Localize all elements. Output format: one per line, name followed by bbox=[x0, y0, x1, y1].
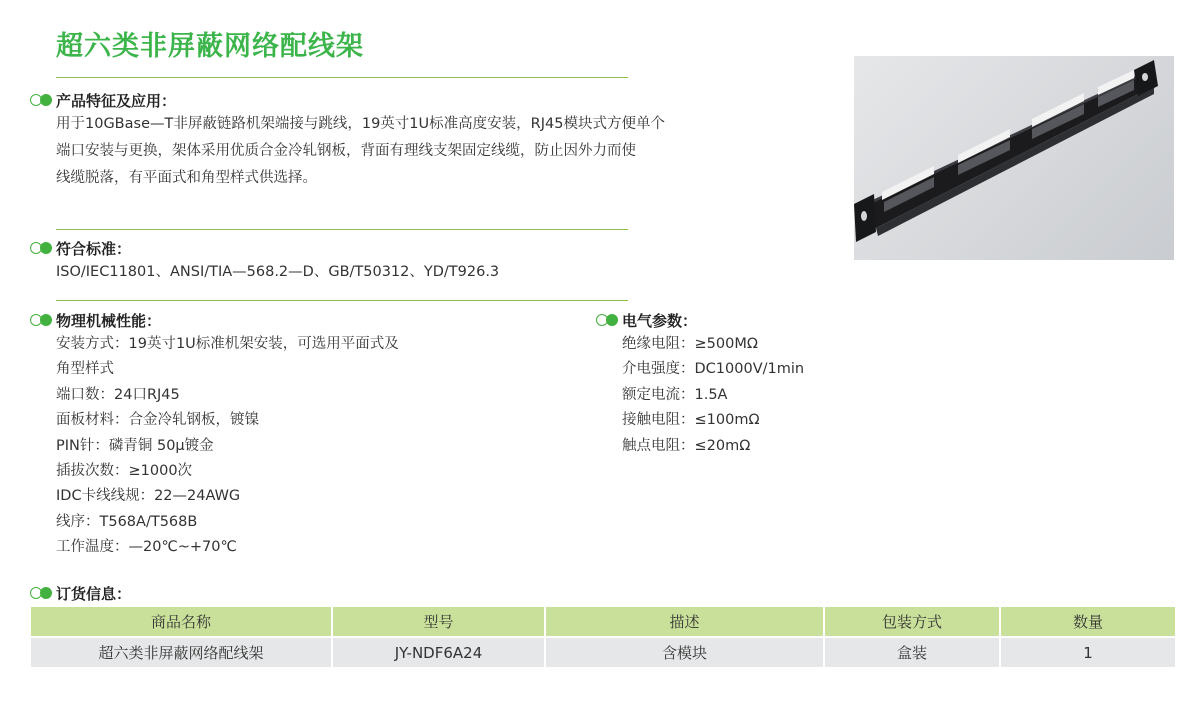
table-cell: 含模块 bbox=[545, 637, 824, 668]
column-header: 型号 bbox=[332, 606, 545, 637]
application-line: 用于10GBase—T非屏蔽链路机架端接与跳线，19英寸1U标准高度安装，RJ45模块式方便单个 bbox=[56, 116, 665, 132]
mechanical-line: 面板材料：合金冷轧钢板，镀镍 bbox=[56, 412, 259, 429]
table-cell: 盒装 bbox=[824, 637, 1000, 668]
mechanical-line: 插拔次数：≥1000次 bbox=[56, 462, 193, 479]
mechanical-line: PIN针：磷青铜 50μ镀金 bbox=[56, 437, 214, 454]
mechanical-line: 线序：T568A/T568B bbox=[56, 513, 198, 530]
table-header-row bbox=[30, 606, 1176, 637]
electrical-heading: 电气参数： bbox=[622, 312, 698, 330]
electrical-line: 触点电阻：≤20mΩ bbox=[622, 437, 751, 454]
mechanical-line: 工作温度：—20℃~+70℃ bbox=[56, 539, 237, 556]
column-header: 描述 bbox=[545, 606, 824, 637]
order-table bbox=[29, 605, 1177, 669]
page-title: 超六类非屏蔽网络配线架 bbox=[56, 31, 364, 62]
section-divider bbox=[56, 77, 628, 78]
bullet-icon bbox=[30, 94, 52, 106]
product-image bbox=[854, 56, 1174, 260]
bullet-icon bbox=[30, 314, 52, 326]
table-cell: 1 bbox=[1000, 637, 1176, 668]
mechanical-line: IDC卡线线规：22—24AWG bbox=[56, 488, 241, 505]
standards-heading: 符合标准： bbox=[56, 240, 132, 258]
section-divider bbox=[56, 229, 628, 230]
column-header: 数量 bbox=[1000, 606, 1176, 637]
electrical-specs bbox=[622, 332, 804, 459]
application-line: 线缆脱落，有平面式和角型样式供选择。 bbox=[56, 170, 317, 186]
section-divider bbox=[56, 300, 628, 301]
application-line: 端口安装与更换，架体采用优质合金冷轧钢板，背面有理线支架固定线缆，防止因外力而使 bbox=[56, 143, 636, 159]
electrical-line: 接触电阻：≤100mΩ bbox=[622, 412, 760, 429]
mechanical-specs bbox=[56, 332, 399, 561]
standards-text: ISO/IEC11801、ANSI/TIA—568.2—D、GB/T50312、YD/T926.3 bbox=[56, 264, 500, 280]
bullet-icon bbox=[30, 587, 52, 599]
mechanical-line: 端口数：24口RJ45 bbox=[56, 386, 180, 403]
mechanical-line: 角型样式 bbox=[56, 361, 114, 378]
ordering-heading: 订货信息： bbox=[56, 585, 132, 603]
electrical-line: 绝缘电阻：≥500MΩ bbox=[622, 336, 758, 352]
patch-panel-icon bbox=[854, 56, 1174, 260]
bullet-icon bbox=[30, 242, 52, 254]
application-heading: 产品特征及应用： bbox=[56, 92, 177, 110]
table-cell: JY-NDF6A24 bbox=[332, 637, 545, 668]
electrical-line: 额定电流：1.5A bbox=[622, 386, 728, 403]
table-cell: 超六类非屏蔽网络配线架 bbox=[30, 637, 332, 668]
application-text bbox=[56, 111, 665, 192]
column-header: 包装方式 bbox=[824, 606, 1000, 637]
table-row bbox=[30, 637, 1176, 668]
column-header: 商品名称 bbox=[30, 606, 332, 637]
mechanical-line: 安装方式：19英寸1U标准机架安装，可选用平面式及 bbox=[56, 336, 399, 352]
electrical-line: 介电强度：DC1000V/1min bbox=[622, 361, 805, 378]
bullet-icon bbox=[596, 314, 618, 326]
mechanical-heading: 物理机械性能： bbox=[56, 312, 162, 330]
